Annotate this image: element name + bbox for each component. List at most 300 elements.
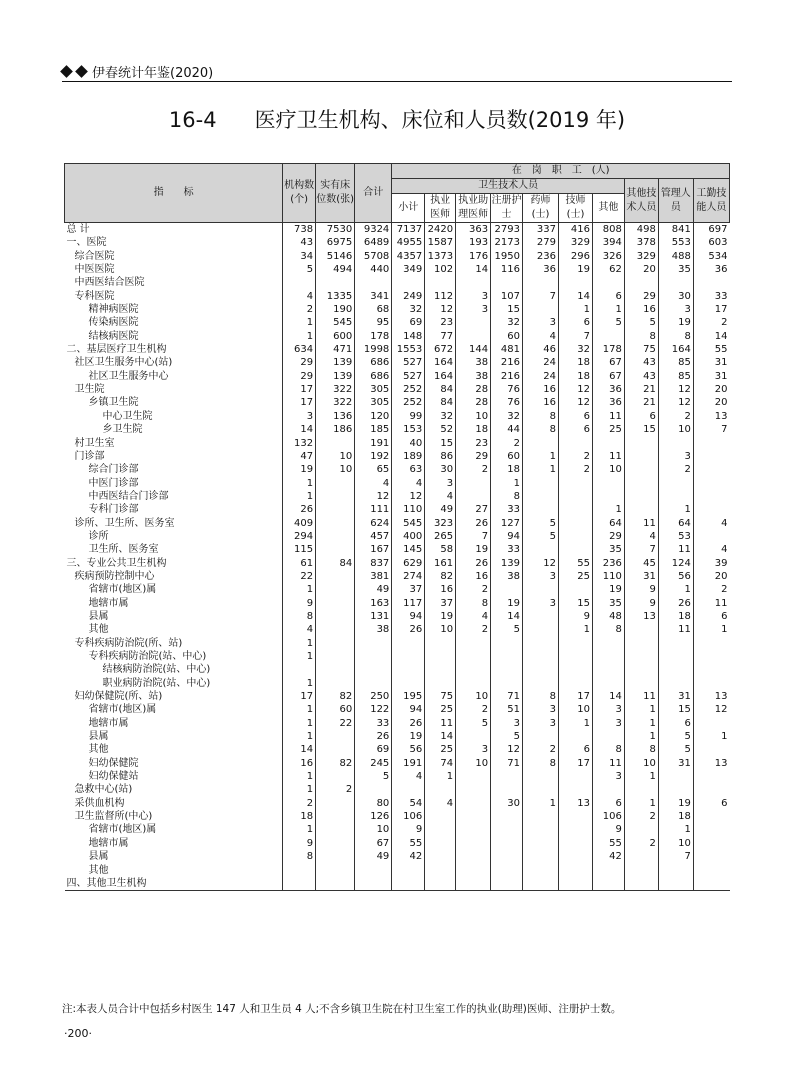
cell-value: 31	[624, 570, 658, 583]
cell-value: 5	[491, 623, 523, 636]
cell-value	[355, 783, 392, 796]
cell-value: 8	[523, 757, 559, 770]
cell-value: 4	[693, 543, 729, 556]
cell-value	[559, 530, 593, 543]
cell-value: 6	[559, 423, 593, 436]
cell-value: 14	[592, 690, 624, 703]
cell-value: 305	[355, 383, 392, 396]
cell-value: 14	[283, 423, 316, 436]
cell-value: 1335	[316, 290, 355, 303]
cell-value: 110	[392, 503, 425, 516]
cell-value: 296	[559, 250, 593, 263]
cell-value: 1	[283, 583, 316, 596]
cell-value	[658, 477, 693, 490]
cell-value: 294	[283, 530, 316, 543]
cell-value: 5	[658, 730, 693, 743]
cell-value: 32	[559, 343, 593, 356]
cell-value	[592, 877, 624, 891]
cell-value: 31	[658, 757, 693, 770]
header-indicator: 指 标	[65, 164, 283, 223]
row-label: 卫生监督所(中心)	[74, 811, 153, 823]
cell-value	[283, 276, 316, 289]
cell-value: 3	[592, 703, 624, 716]
cell-value: 1	[693, 730, 729, 743]
cell-value: 1587	[425, 236, 456, 249]
statistics-table	[64, 163, 730, 891]
row-label: 妇幼保健院	[88, 757, 139, 769]
cell-value	[355, 276, 392, 289]
cell-value: 7	[693, 423, 729, 436]
cell-value	[559, 783, 593, 796]
cell-value: 116	[491, 263, 523, 276]
cell-value: 8	[624, 330, 658, 343]
table-row	[65, 437, 730, 450]
table-row	[65, 223, 730, 237]
table-row	[65, 543, 730, 556]
cell-value	[316, 770, 355, 783]
cell-value: 12	[392, 490, 425, 503]
row-label: 结核病防治院(站、中心)	[102, 664, 211, 676]
cell-value	[592, 330, 624, 343]
cell-value: 1	[283, 703, 316, 716]
cell-value: 124	[658, 557, 693, 570]
cell-value: 33	[491, 503, 523, 516]
cell-value: 9	[559, 610, 593, 623]
cell-value: 279	[523, 236, 559, 249]
cell-value: 84	[425, 383, 456, 396]
cell-value: 2173	[491, 236, 523, 249]
cell-value: 5	[355, 770, 392, 783]
cell-value: 527	[392, 370, 425, 383]
row-label: 综合门诊部	[88, 464, 139, 476]
cell-value: 6	[624, 410, 658, 423]
cell-value: 25	[559, 570, 593, 583]
cell-value: 18	[491, 463, 523, 476]
cell-value: 5	[658, 743, 693, 756]
page-number: ·200·	[64, 1027, 92, 1040]
cell-value	[316, 663, 355, 676]
cell-value: 43	[283, 236, 316, 249]
cell-value: 5	[624, 316, 658, 329]
cell-value	[693, 810, 729, 823]
cell-value	[316, 877, 355, 891]
cell-value: 1	[624, 717, 658, 730]
cell-value	[316, 823, 355, 836]
cell-value: 1	[283, 823, 316, 836]
row-label: 采供血机构	[74, 797, 125, 809]
cell-value: 14	[491, 610, 523, 623]
table-number: 16-4	[168, 108, 217, 132]
table-row	[65, 823, 730, 836]
cell-value	[425, 276, 456, 289]
cell-value: 3	[592, 717, 624, 730]
cell-value: 26	[392, 717, 425, 730]
cell-value: 4	[355, 477, 392, 490]
cell-value: 4357	[392, 250, 425, 263]
cell-value	[456, 864, 491, 877]
cell-value: 29	[624, 290, 658, 303]
cell-value	[658, 877, 693, 891]
cell-value: 191	[355, 437, 392, 450]
cell-value: 43	[624, 370, 658, 383]
cell-value	[491, 650, 523, 663]
cell-value: 305	[355, 396, 392, 409]
row-label: 精神病医院	[88, 304, 139, 316]
cell-value: 6	[693, 610, 729, 623]
cell-value	[316, 503, 355, 516]
cell-value	[559, 677, 593, 690]
header-worker: 工勤技能人员	[693, 179, 729, 223]
cell-value	[693, 276, 729, 289]
cell-value: 19	[592, 583, 624, 596]
cell-value	[491, 770, 523, 783]
table-row	[65, 717, 730, 730]
table-row	[65, 396, 730, 409]
cell-value	[456, 490, 491, 503]
cell-value: 12	[523, 557, 559, 570]
cell-value: 672	[425, 343, 456, 356]
cell-value	[592, 276, 624, 289]
cell-value	[523, 583, 559, 596]
cell-value: 26	[392, 623, 425, 636]
cell-value: 236	[592, 557, 624, 570]
cell-value	[316, 850, 355, 863]
cell-value: 49	[355, 583, 392, 596]
cell-value	[491, 823, 523, 836]
cell-value: 11	[658, 543, 693, 556]
cell-value: 7	[658, 850, 693, 863]
cell-value: 38	[491, 570, 523, 583]
cell-value	[425, 850, 456, 863]
cell-value: 26	[283, 503, 316, 516]
cell-value	[316, 490, 355, 503]
header-staff-group: 在 岗 职 工 (人)	[392, 164, 730, 179]
cell-value: 94	[491, 530, 523, 543]
cell-value: 8	[523, 423, 559, 436]
table-row	[65, 263, 730, 276]
cell-value: 8	[283, 610, 316, 623]
cell-value: 6	[559, 743, 593, 756]
cell-value: 15	[425, 437, 456, 450]
cell-value	[392, 650, 425, 663]
cell-value	[425, 837, 456, 850]
cell-value	[425, 677, 456, 690]
cell-value: 77	[425, 330, 456, 343]
cell-value: 26	[355, 730, 392, 743]
cell-value	[523, 437, 559, 450]
cell-value: 3	[523, 703, 559, 716]
cell-value	[355, 877, 392, 891]
cell-value: 9	[624, 583, 658, 596]
row-label: 中西医结合医院	[74, 277, 145, 289]
row-label: 县属	[88, 851, 109, 863]
row-label: 传染病医院	[88, 317, 139, 329]
cell-value	[624, 450, 658, 463]
cell-value: 102	[425, 263, 456, 276]
cell-value	[693, 837, 729, 850]
cell-value	[523, 543, 559, 556]
cell-value: 178	[592, 343, 624, 356]
cell-value: 186	[316, 423, 355, 436]
table-row	[65, 570, 730, 583]
cell-value	[624, 877, 658, 891]
cell-value: 80	[355, 797, 392, 810]
cell-value	[693, 450, 729, 463]
cell-value: 2	[559, 463, 593, 476]
cell-value: 837	[355, 557, 392, 570]
cell-value: 17	[693, 303, 729, 316]
cell-value	[693, 663, 729, 676]
cell-value: 27	[456, 503, 491, 516]
cell-value: 7	[559, 330, 593, 343]
cell-value	[392, 663, 425, 676]
cell-value	[523, 677, 559, 690]
cell-value	[658, 663, 693, 676]
header-beds: 实有床位数(张)	[316, 164, 355, 223]
cell-value	[392, 677, 425, 690]
cell-value: 16	[624, 303, 658, 316]
cell-value: 6	[559, 316, 593, 329]
cell-value: 18	[658, 810, 693, 823]
cell-value: 18	[456, 423, 491, 436]
cell-value: 4	[283, 290, 316, 303]
cell-value: 349	[392, 263, 425, 276]
cell-value: 54	[392, 797, 425, 810]
cell-value: 195	[392, 690, 425, 703]
cell-value: 337	[523, 223, 559, 237]
cell-value: 56	[392, 743, 425, 756]
cell-value	[316, 837, 355, 850]
cell-value: 3	[658, 303, 693, 316]
cell-value: 55	[592, 837, 624, 850]
cell-value	[456, 783, 491, 796]
cell-value: 185	[355, 423, 392, 436]
cell-value: 164	[425, 370, 456, 383]
cell-value: 86	[425, 450, 456, 463]
cell-value: 527	[392, 356, 425, 369]
cell-value: 2	[693, 316, 729, 329]
cell-value: 2	[456, 463, 491, 476]
table-row	[65, 864, 730, 877]
cell-value: 24	[523, 370, 559, 383]
cell-value: 31	[658, 690, 693, 703]
cell-value	[456, 477, 491, 490]
header-health-group: 卫生技术人员	[392, 179, 625, 194]
diamond-icon	[75, 65, 88, 78]
cell-value: 15	[658, 703, 693, 716]
cell-value: 1	[624, 797, 658, 810]
cell-value	[523, 877, 559, 891]
cell-value	[624, 650, 658, 663]
cell-value: 381	[355, 570, 392, 583]
cell-value: 6489	[355, 236, 392, 249]
cell-value: 4	[425, 797, 456, 810]
cell-value	[624, 783, 658, 796]
header-rule	[62, 81, 732, 82]
cell-value: 56	[658, 570, 693, 583]
cell-value	[425, 877, 456, 891]
cell-value: 40	[392, 437, 425, 450]
cell-value: 53	[658, 530, 693, 543]
cell-value	[592, 637, 624, 650]
row-label: 结核病医院	[88, 330, 139, 342]
cell-value	[658, 677, 693, 690]
cell-value: 10	[456, 690, 491, 703]
cell-value: 1	[559, 717, 593, 730]
cell-value: 94	[392, 703, 425, 716]
cell-value: 126	[355, 810, 392, 823]
row-label: 地辖市属	[88, 597, 129, 609]
cell-value: 17	[559, 757, 593, 770]
cell-value: 35	[592, 543, 624, 556]
cell-value: 65	[355, 463, 392, 476]
cell-value	[283, 877, 316, 891]
cell-value	[559, 837, 593, 850]
cell-value	[316, 637, 355, 650]
cell-value	[523, 637, 559, 650]
cell-value: 603	[693, 236, 729, 249]
cell-value: 17	[559, 690, 593, 703]
cell-value	[456, 770, 491, 783]
header-nurse: 注册护士	[491, 194, 523, 223]
cell-value	[624, 503, 658, 516]
row-label: 专科疾病防治院(站、中心)	[88, 651, 207, 662]
cell-value: 10	[316, 450, 355, 463]
row-label: 地辖市属	[88, 717, 129, 729]
cell-value: 5	[283, 263, 316, 276]
cell-value: 2	[624, 810, 658, 823]
cell-value: 32	[425, 410, 456, 423]
cell-value: 62	[592, 263, 624, 276]
cell-value	[693, 783, 729, 796]
cell-value: 2	[283, 797, 316, 810]
cell-value: 11	[592, 450, 624, 463]
cell-value: 1	[624, 770, 658, 783]
cell-value: 153	[392, 423, 425, 436]
cell-value: 85	[658, 356, 693, 369]
cell-value: 67	[592, 370, 624, 383]
cell-value: 4955	[392, 236, 425, 249]
row-label: 专科医院	[74, 290, 115, 302]
table-row	[65, 463, 730, 476]
cell-value: 17	[283, 396, 316, 409]
cell-value: 75	[425, 690, 456, 703]
cell-value	[658, 637, 693, 650]
cell-value: 161	[425, 557, 456, 570]
cell-value: 3	[592, 770, 624, 783]
cell-value: 14	[425, 730, 456, 743]
cell-value: 4	[624, 530, 658, 543]
row-label: 省辖市(地区)属	[88, 584, 157, 596]
cell-value: 8	[456, 597, 491, 610]
cell-value: 29	[283, 356, 316, 369]
cell-value: 9	[624, 597, 658, 610]
cell-value: 9	[283, 837, 316, 850]
cell-value: 37	[425, 597, 456, 610]
cell-value: 32	[491, 316, 523, 329]
table-body	[65, 223, 730, 891]
cell-value	[592, 730, 624, 743]
cell-value: 19	[559, 263, 593, 276]
cell-value: 192	[355, 450, 392, 463]
cell-value	[392, 637, 425, 650]
cell-value	[658, 770, 693, 783]
table-row	[65, 850, 730, 863]
cell-value: 18	[283, 810, 316, 823]
cell-value: 82	[316, 690, 355, 703]
cell-value: 21	[624, 396, 658, 409]
cell-value: 1	[559, 303, 593, 316]
cell-value: 8	[592, 623, 624, 636]
cell-value: 111	[355, 503, 392, 516]
cell-value: 6	[658, 717, 693, 730]
cell-value: 36	[693, 263, 729, 276]
cell-value: 1	[592, 303, 624, 316]
cell-value: 28	[456, 383, 491, 396]
cell-value: 11	[624, 517, 658, 530]
cell-value: 2	[456, 623, 491, 636]
cell-value: 5	[523, 517, 559, 530]
header-pharmacist: 药师(士)	[523, 194, 559, 223]
running-header	[62, 62, 213, 81]
cell-value	[693, 823, 729, 836]
row-label: 妇幼保健院(所、站)	[74, 691, 163, 703]
cell-value	[392, 864, 425, 877]
cell-value: 189	[392, 450, 425, 463]
cell-value	[693, 463, 729, 476]
cell-value	[624, 637, 658, 650]
cell-value: 106	[392, 810, 425, 823]
cell-value: 94	[392, 610, 425, 623]
cell-value: 12	[355, 490, 392, 503]
cell-value: 49	[355, 850, 392, 863]
cell-value	[624, 490, 658, 503]
book-title: 伊春统计年鉴(2020)	[92, 66, 214, 81]
cell-value: 488	[658, 250, 693, 263]
row-label: 社区卫生服务中心	[88, 370, 169, 382]
cell-value	[456, 276, 491, 289]
diamond-icon	[60, 65, 73, 78]
table-row	[65, 303, 730, 316]
cell-value: 51	[491, 703, 523, 716]
cell-value	[693, 864, 729, 877]
cell-value: 28	[456, 396, 491, 409]
cell-value: 17	[283, 383, 316, 396]
row-label: 总 计	[66, 224, 90, 235]
cell-value: 1	[693, 623, 729, 636]
cell-value: 33	[355, 717, 392, 730]
cell-value: 30	[491, 797, 523, 810]
cell-value	[491, 276, 523, 289]
table-row	[65, 877, 730, 891]
cell-value	[491, 837, 523, 850]
cell-value	[456, 637, 491, 650]
cell-value	[559, 517, 593, 530]
row-label: 四、其他卫生机构	[65, 877, 283, 891]
cell-value: 624	[355, 517, 392, 530]
cell-value: 10	[425, 623, 456, 636]
row-label: 诊所	[88, 530, 109, 542]
cell-value: 1	[283, 330, 316, 343]
cell-value: 236	[523, 250, 559, 263]
cell-value	[491, 783, 523, 796]
cell-value: 14	[693, 330, 729, 343]
cell-value: 10	[316, 463, 355, 476]
cell-value: 12	[693, 703, 729, 716]
cell-value	[316, 610, 355, 623]
table-row	[65, 663, 730, 676]
cell-value: 1	[283, 717, 316, 730]
